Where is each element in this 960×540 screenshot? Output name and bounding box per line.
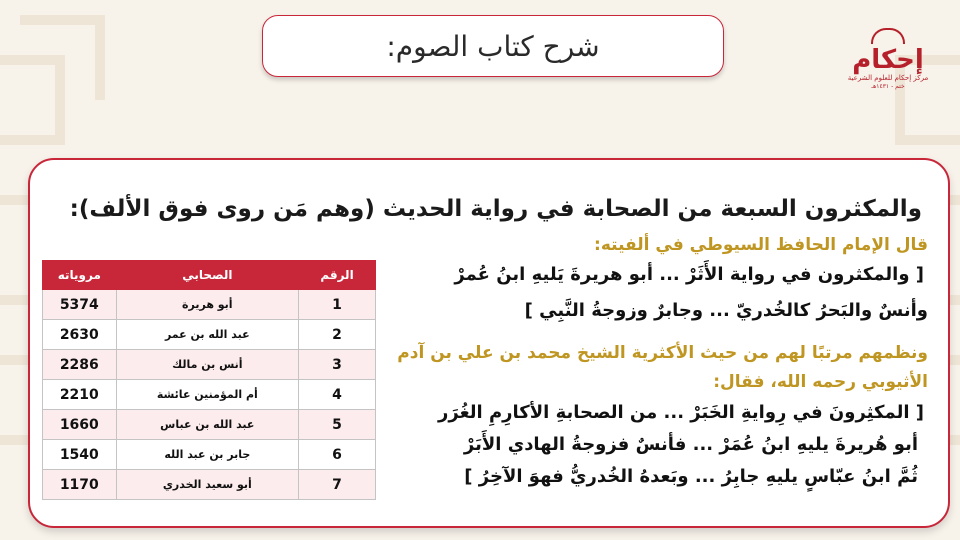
table-row — [43, 350, 376, 380]
ethiopian-verse-line-2: أبو هُريرةَ يليهِ ابنُ عُمَرْ ... فأنسٌ فزوجةُ الهادي الأَبَرْ — [463, 434, 918, 455]
number-cell: 7 — [299, 470, 376, 500]
narrations-cell: 2630 — [43, 320, 117, 350]
logo-tagline: ختم - ١٤٣١هـ — [871, 83, 905, 90]
suyuti-verse-line-2: وأنسٌ والبَحرُ كالخُدريّ ... وجابرٌ وزوجةُ النَّبِي ] — [524, 300, 928, 321]
companion-cell: عبد الله بن عباس — [116, 410, 298, 440]
table-row — [43, 290, 376, 320]
header-narrations: مروياته — [43, 261, 117, 290]
narrations-cell: 2210 — [43, 380, 117, 410]
ethiopian-verse-line-3: ثُمَّ ابنُ عبّاسٍ يليهِ جابِرُ ... وبَعدهُ الخُدريُّ فهوَ الآخِرُ ] — [464, 466, 918, 487]
number-cell: 4 — [299, 380, 376, 410]
table-row — [43, 470, 376, 500]
number-cell: 5 — [299, 410, 376, 440]
table-row — [43, 440, 376, 470]
suyuti-verse-line-1: [ والمكثرون في رواية الأَثَرْ ... أبو هريرةَ يَليهِ ابنُ عُمرْ — [454, 264, 924, 285]
companion-cell: أم المؤمنين عائشة — [116, 380, 298, 410]
logo-dome-icon — [871, 28, 905, 44]
section-heading: والمكثرون السبعة من الصحابة في رواية الحديث (وهم مَن روى فوق الألف): — [69, 196, 922, 222]
table-header-row — [43, 261, 376, 290]
companion-cell: أبو سعيد الخدري — [116, 470, 298, 500]
title-box — [262, 15, 724, 77]
number-cell: 2 — [299, 320, 376, 350]
table-row — [43, 410, 376, 440]
narrations-cell: 2286 — [43, 350, 117, 380]
page-title: شرح كتاب الصوم: — [386, 29, 600, 63]
narrations-cell: 1170 — [43, 470, 117, 500]
companion-cell: عبد الله بن عمر — [116, 320, 298, 350]
narrations-cell: 1660 — [43, 410, 117, 440]
header-companion: الصحابي — [116, 261, 298, 290]
number-cell: 6 — [299, 440, 376, 470]
ethiopian-verse-line-1: [ المكثِرونَ في رِوايةِ الخَبَرْ ... من الصحابةِ الأكارِمِ الغُرَر — [438, 402, 924, 423]
table-row — [43, 380, 376, 410]
narrators-table — [42, 260, 376, 500]
logo-subtitle: مركز إحكام للعلوم الشرعية — [847, 74, 929, 82]
number-cell: 3 — [299, 350, 376, 380]
companion-cell: أبو هريرة — [116, 290, 298, 320]
logo-name: إحكام — [852, 45, 924, 75]
table-row — [43, 320, 376, 350]
suyuti-intro: قال الإمام الحافظ السيوطي في ألفيته: — [594, 235, 928, 255]
companion-cell: أنس بن مالك — [116, 350, 298, 380]
companion-cell: جابر بن عبد الله — [116, 440, 298, 470]
header-number: الرقم — [299, 261, 376, 290]
logo — [848, 28, 928, 98]
narrations-cell: 5374 — [43, 290, 117, 320]
ethiopian-intro-line-2: الأثيوبي رحمه الله، فقال: — [713, 372, 928, 392]
narrations-cell: 1540 — [43, 440, 117, 470]
content-panel — [28, 158, 950, 528]
number-cell: 1 — [299, 290, 376, 320]
ethiopian-intro-line-1: ونظمهم مرتبًا لهم من حيث الأكثرية الشيخ محمد بن علي بن آدم — [397, 343, 928, 363]
